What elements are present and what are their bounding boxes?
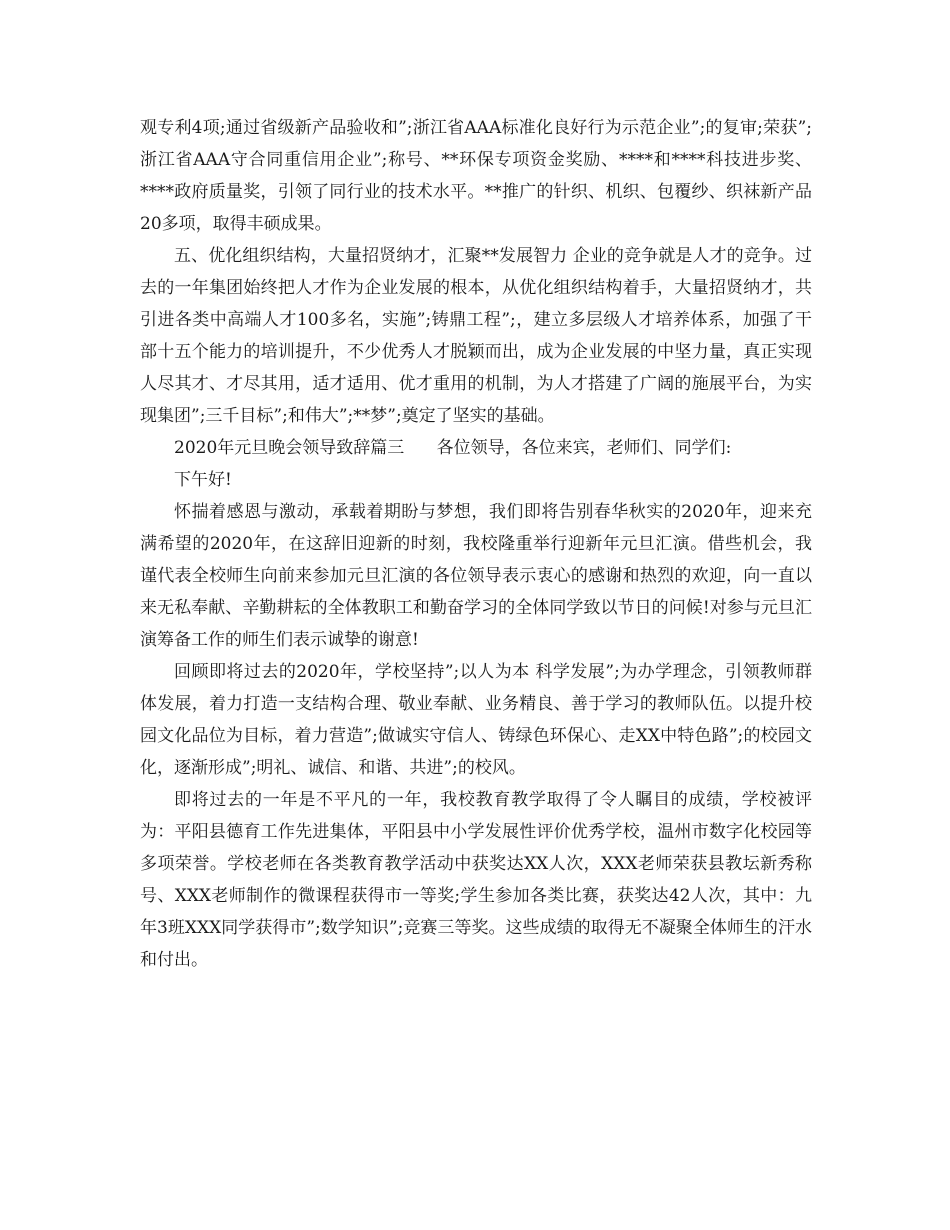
greeting: 下午好!: [174, 470, 232, 490]
paragraph-review: 回顾即将过去的2020年，学校坚持”;以人为本 科学发展”;为办学理念，引领教师群体发展，着力打造一支结构合理、敬业奉献、业务精良、善于学习的教师队伍。以提升校园文化品位为目标，着力营造”;做诚实守信人、铸绿色环保心、走XX中特色路”;的校园文化，逐渐形成”;明礼、诚信、和谐、共进”;的校风。: [140, 662, 812, 778]
paragraph-patents: 观专利4项;通过省级新产品验收和”;浙江省AAA标准化良好行为示范企业”;的复审;荣获”;浙江省AAA守合同重信用企业”;称号、**环保专项资金奖励、****和****科技进步奖、****政府质量奖，引领了同行业的技术水平。**推广的针织、机织、包覆纱、织袜新产品20多项，取得丰硕成果。: [140, 118, 812, 234]
paragraph-achievements: 即将过去的一年是不平凡的一年，我校教育教学取得了令人瞩目的成绩，学校被评为：平阳县德育工作先进集体，平阳县中小学发展性评价优秀学校，温州市数字化校园等多项荣誉。学校老师在各类教育教学活动中获奖达XX人次，XXX老师荣获县教坛新秀称号、XXX老师制作的微课程获得市一等奖;学生参加各类比赛，获奖达42人次，其中：九年3班XXX同学获得市”;数学知识”;竞赛三等奖。这些成绩的取得无不凝聚全体师生的汗水和付出。: [140, 790, 812, 970]
document-body: [140, 112, 812, 976]
section-heading: 2020年元旦晚会领导致辞篇三 各位领导，各位来宾，老师们、同学们:: [174, 438, 732, 458]
paragraph-welcome: 怀揣着感恩与激动，承载着期盼与梦想，我们即将告别春华秋实的2020年，迎来充满希望的2020年，在这辞旧迎新的时刻，我校隆重举行迎新年元旦汇演。借些机会，我谨代表全校师生向前来参加元旦汇演的各位领导表示衷心的感谢和热烈的欢迎，向一直以来无私奉献、辛勤耕耘的全体教职工和勤奋学习的全体同学致以节日的问候!对参与元旦汇演筹备工作的师生们表示诚挚的谢意!: [140, 502, 812, 650]
paragraph-talent: 五、优化组织结构，大量招贤纳才，汇聚**发展智力 企业的竞争就是人才的竞争。过去的一年集团始终把人才作为企业发展的根本，从优化组织结构着手，大量招贤纳才，共引进各类中高端人才100多名，实施”;铸鼎工程”;，建立多层级人才培养体系，加强了干部十五个能力的培训提升，不少优秀人才脱颖而出，成为企业发展的中坚力量，真正实现人尽其才、才尽其用，适才适用、优才重用的机制，为人才搭建了广阔的施展平台，为实现集团”;三千目标”;和伟大”;**梦”;奠定了坚实的基础。: [140, 246, 812, 426]
